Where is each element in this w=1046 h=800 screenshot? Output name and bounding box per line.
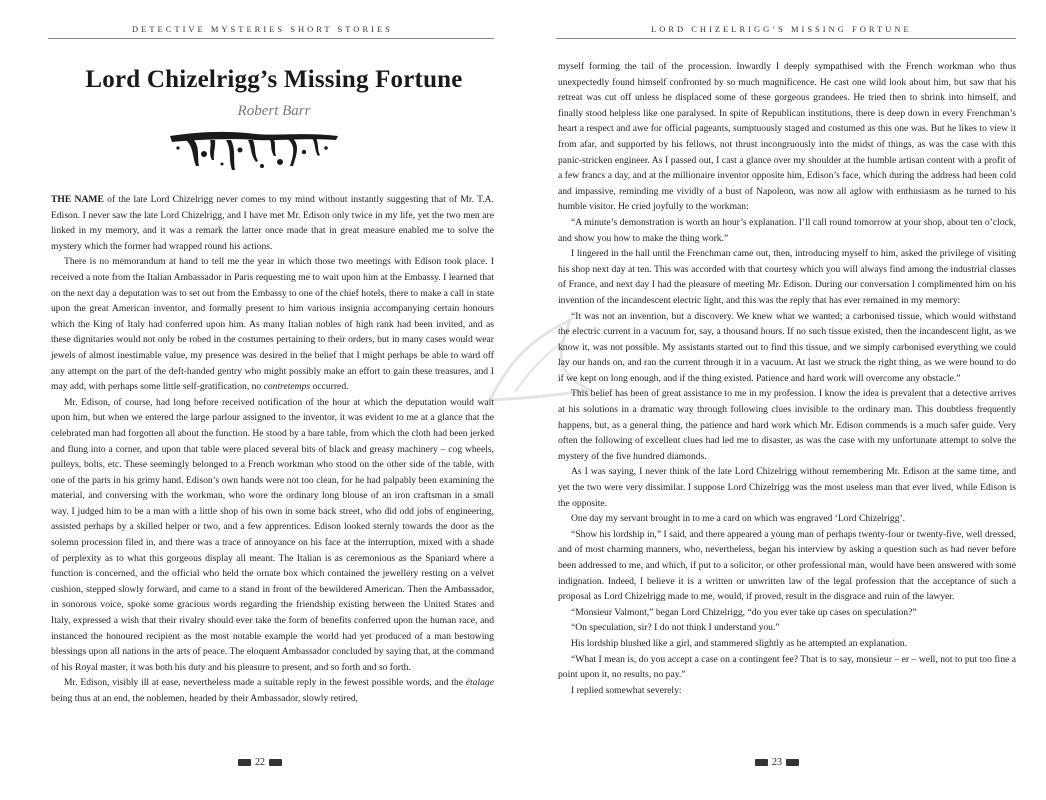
page-number-right xyxy=(755,757,799,768)
paragraph: I replied somewhat severely: xyxy=(571,684,682,696)
page-number-left xyxy=(238,757,282,768)
paragraph: THE NAME of the late Lord Chizelrigg never comes to my mind without instantly suggesting that of Mr. T.A. Edison. I never saw the late Lord Chizelrigg, and I have met Mr. Edison only twice in my life, yet the two men are linked in my memory, and it was a remark the latter once made that in great measure enabled me to solve the mystery which the former had wrapped round his actions. xyxy=(51,194,494,252)
paragraph: “Show his lordship in,” I said, and there appeared a young man of perhaps twenty-four or twenty-five, well dressed, and of most charming manners, who, nevertheless, began his interview by asking a question such as had never before been addressed to me, and which, if put to a solicitor, or other professional man, would have been answered with some indignation. Indeed, I believe it is a written or unwritten law of the legal profession that the acceptance of such a proposal as Lord Chizelrigg made to me, would, if proved, result in the disgrace and ruin of the lawyer. xyxy=(558,528,1016,603)
folio-ornament-icon xyxy=(269,759,282,766)
paragraph: “Monsieur Valmont,” began Lord Chizelrigg, “do you ever take up cases on speculation?” xyxy=(571,606,917,618)
paragraph: One day my servant brought in to me a card on which was engraved ‘Lord Chizelrigg’. xyxy=(571,513,906,525)
paragraph: His lordship blushed like a girl, and stammered slightly as he attempted an explanation. xyxy=(571,637,907,649)
paragraph: “On speculation, sir? I do not think I understand you.” xyxy=(571,622,780,634)
running-head: DETECTIVE MYSTERIES SHORT STORIES xyxy=(132,24,393,34)
paragraph: This belief has been of great assistance to me in my profession. I know the idea is prevalent that a detective arrives at his solutions in a dramatic way through following clues invisible to the ordinary man. This doubtless frequently happens, but, as a general thing, the patience and hard work which Mr. Edison commends is a much safer guide. Very often the following of excellent clues had led me to disaster, as was the case with my unfortunate attempt to solve the mystery of the five hundred diamonds. xyxy=(558,388,1016,462)
paragraph: There is no memorandum at hand to tell me the year in which those two meetings with Edison took place. I received a note from the Italian Ambassador in Paris requesting me to wait upon him at the Embassy. I learned that on the next day a deputation was to set out from the Embassy to one of the chief hotels, there to make a call in state upon the great American inventor, and formally present to him various insignia accompanying certain honours which the King of Italy had conferred upon him. As many Italian nobles of high rank had been invited, and as these dignitaries would not only be robed in the costumes pertaining to their orders, but in many cases would wear jewels of almost inestimable value, my presence was desired in the belief that I might perhaps be able to ward off any attempt on the part of the deft-handed gentry who might possibly make an effort to gain these treasures, and I may add, with perhaps some little self-gratification, no contretemps occurred. xyxy=(51,256,494,393)
folio-ornament-icon xyxy=(238,759,251,766)
lead-in: THE NAME xyxy=(51,194,104,205)
paragraph: “A minute’s demonstration is worth an hour’s explanation. I’ll call round tomorrow at your shop, about ten o’clock, and show you how to make the thing work.” xyxy=(558,216,1016,244)
paragraph: “It was not an invention, but a discovery. We knew what we wanted; a carbonised tissue, which would withstand the electric current in a vacuum for, say, a thousand hours. If no such tissue existed, then the incandescent light, as we know it, was not possible. My assistants started out to find this tissue, and we simply carbonised everything we could lay our hands on, and ran the current through it in a vacuum. At last we struck the right thing, as we were bound to do if we kept on long enough, and if the thing existed. Patience and hard work will overcome any obstacle.” xyxy=(558,310,1016,384)
paragraph: As I was saying, I never think of the late Lord Chizelrigg without remembering Mr. Edison at the same time, and yet the two were very dissimilar. I suppose Lord Chizelrigg was the most useless man that ever lived, while Edison is the opposite. xyxy=(558,466,1016,509)
ink-splatter-ornament-icon xyxy=(166,126,342,172)
header-rule xyxy=(556,38,1016,39)
page-number: 23 xyxy=(772,757,782,768)
paragraph: Mr. Edison, visibly ill at ease, nevertheless made a suitable reply in the fewest possible words, and the étalage being thus at an end, the noblemen, headed by their Ambassador, slowly retired, xyxy=(51,677,494,704)
right-page xyxy=(523,0,1046,800)
paragraph: “What I mean is, do you accept a case on a contingent fee? That is to say, monsieur – er – well, not to put too fine a point upon it, no results, no pay.” xyxy=(558,653,1016,681)
paragraph: myself forming the tail of the procession. Inwardly I deeply sympathised with the French workman who thus unexpectedly found himself confronted by so much magnificence. He cast one wild look about him, but saw that his retreat was cut off unless he displaced some of these gorgeous grandees. He tried then to shrink into himself, and finally stood helpless like one paralysed. In spite of Republican institutions, there is deep down in every Frenchman’s heart a respect and awe for official pageants, sumptuously staged and costumed as this one was. But he likes to view it from afar, and supported by his fellows, not thrust incongruously into the midst of things, as was the case with this panic-stricken engineer. As I passed out, I cast a glance over my shoulder at the humble artisan content with a profit of a few francs a day, and at the millionaire inventor opposite him, Edison’s face, which during the address had been cold and impassive, reminding me vividly of a bust of Napoleon, was now all aglow with enthusiasm as he turned to his humble visitor. He cried joyfully to the workman: xyxy=(558,61,1016,213)
running-head: LORD CHIZELRIGG’S MISSING FORTUNE xyxy=(651,24,912,34)
folio-ornament-icon xyxy=(786,759,799,766)
paragraph: I lingered in the hall until the Frenchman came out, then, introducing myself to him, asked the privilege of visiting his shop next day at ten. This was accorded with that courtesy which you will always find among the industrial classes of France, and next day I had the pleasure of meeting Mr. Edison. During our conversation I complimented him on his invention of the incandescent electric light, and this was the reply that has ever remained in my memory: xyxy=(558,248,1016,306)
page-number: 22 xyxy=(255,757,265,768)
header-rule xyxy=(48,38,494,39)
paragraph: Mr. Edison, of course, had long before received notification of the hour at which the deputation would wait upon him, but when we entered the large parlour assigned to the inventor, it was evident to me at a glance that the celebrated man had forgotten all about the function. He stood by a bare table, from which the cloth had been jerked and flung into a corner, and upon that table were placed several bits of black and greasy machinery – cog wheels, pulleys, bolts, etc. These seemingly belonged to a French workman who stood on the other side of the table, with one of the parts in his grimy hand. Edison’s own hands were not too clean, for he had palpably been examining the material, and conversing with the workman, who wore the ordinary long blouse of an iron craftsman in a small way. I judged him to be a man with a little shop of his own in some back street, who did odd jobs of engineering, assisted perhaps by a skilled helper or two, and a few apprentices. Edison looked sternly towards the door as the solemn procession filed in, and there was a trace of annoyance on his face at the interruption, mixed with a shade of perplexity as to what this gorgeous display all meant. The Italian is as ceremonious as the Spaniard where a function is concerned, and the official who held the ornate box which contained the jewellery resting on a velvet cushion, stepped slowly forward, and came to a stand in front of the bewildered American. Then the Ambassador, in sonorous voice, spoke some gracious words regarding the friendship existing between the United States and Italy, expressed a wish that their rivalry should ever take the form of benefits conferred upon the human race, and instanced the honoured recipient as the most notable example the world had yet produced of a man bestowing blessings upon all nations in the arts of peace. The eloquent Ambassador concluded by saying that, at the command of his Royal master, it was both his duty and his pleasure to present, and so forth and so forth. xyxy=(51,396,494,673)
folio-ornament-icon xyxy=(755,759,768,766)
body-text-left xyxy=(51,192,494,707)
story-title: Lord Chizelrigg’s Missing Fortune xyxy=(85,66,463,93)
body-text-right xyxy=(558,59,1016,698)
story-author: Robert Barr xyxy=(237,103,311,119)
